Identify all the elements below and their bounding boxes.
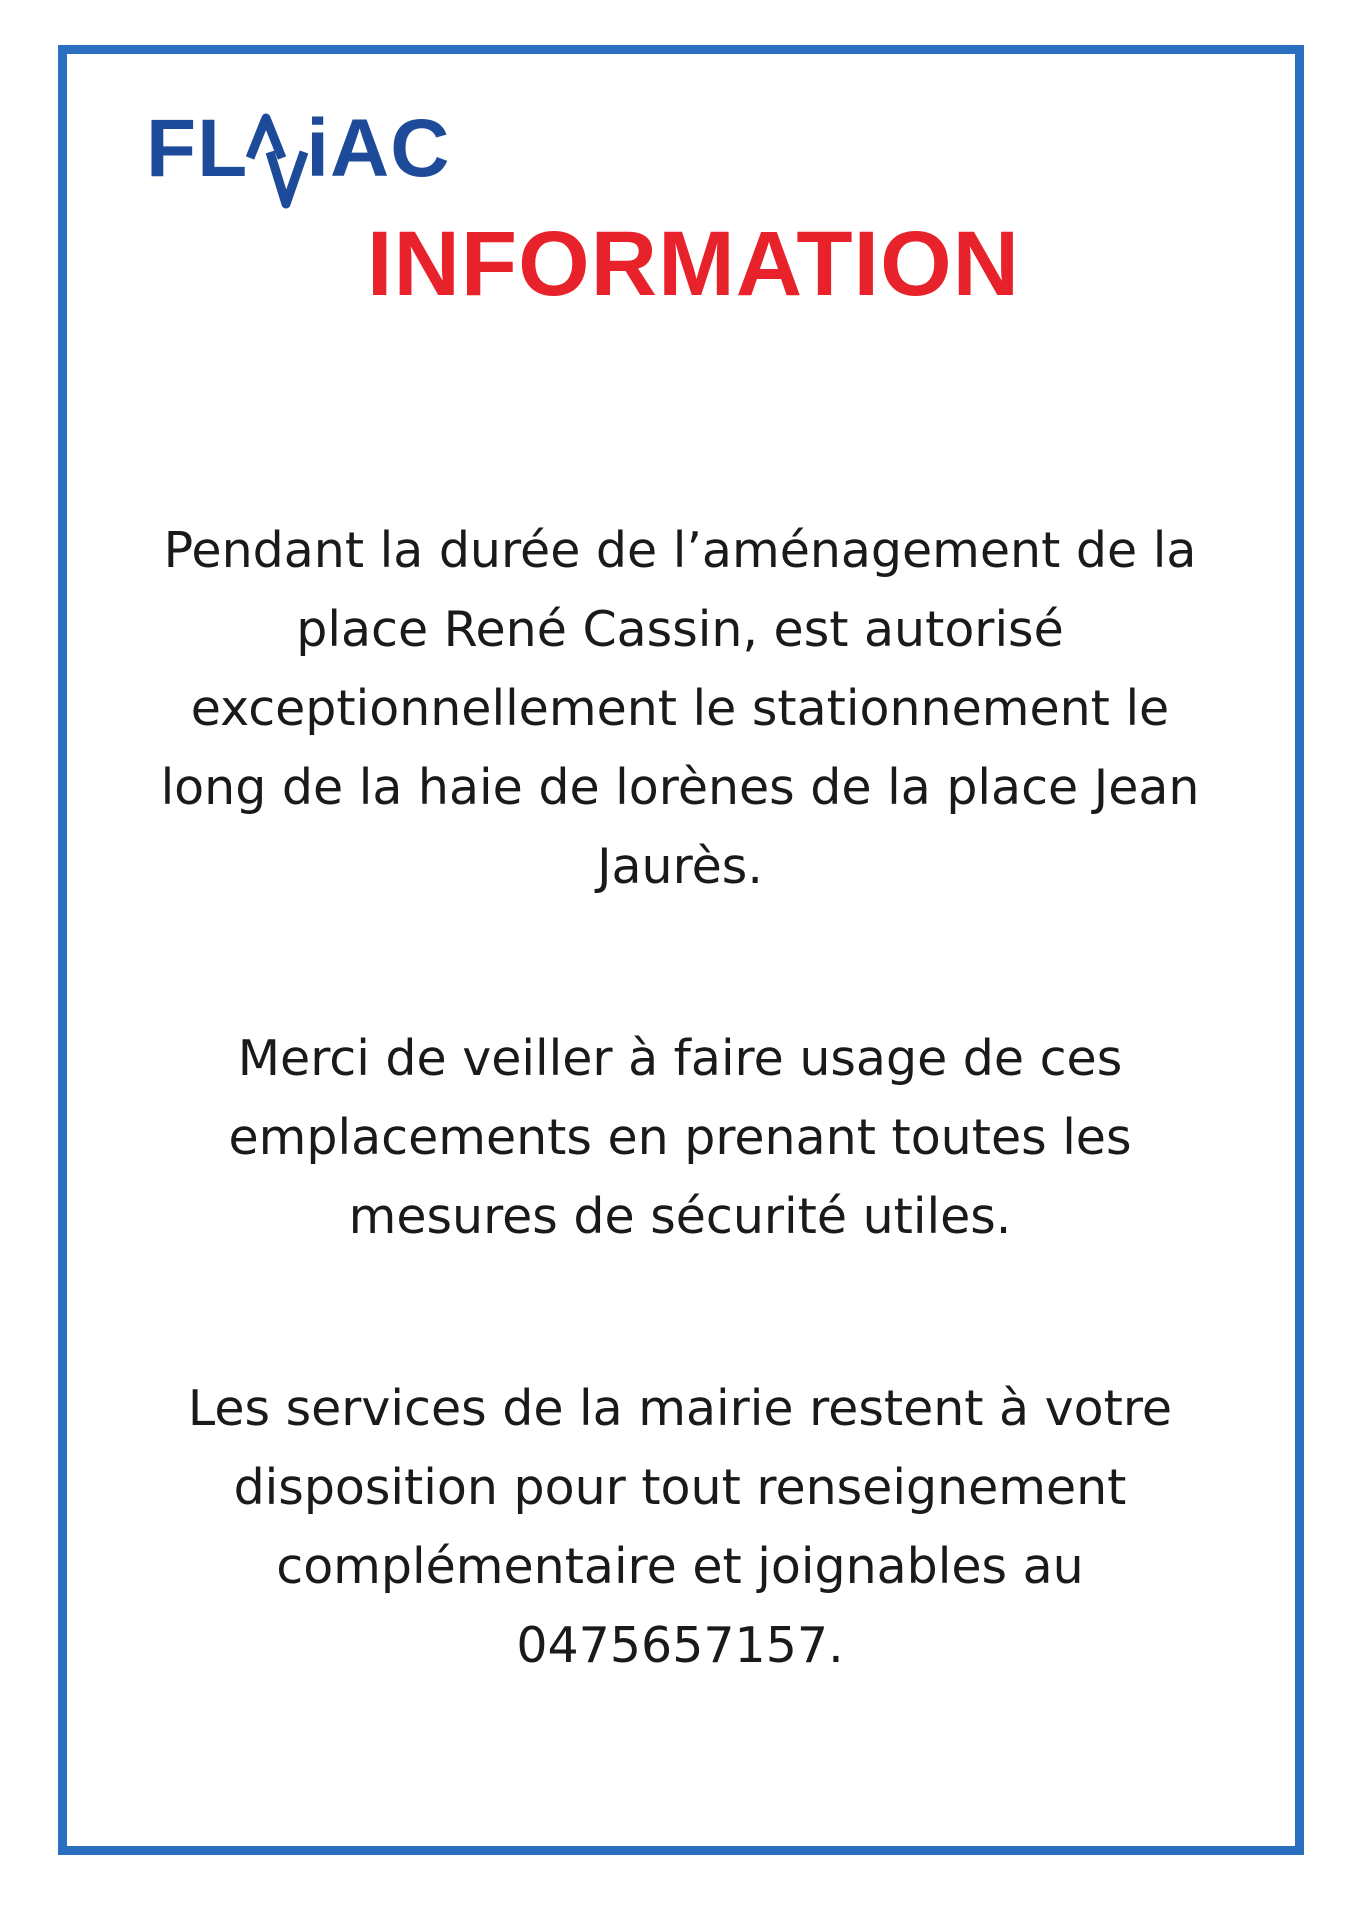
paragraph-parking-notice	[150, 511, 1210, 906]
paragraph-line: mesures de sécurité utiles.	[348, 1188, 1012, 1245]
paragraph-line: Les services de la mairie restent à votre	[187, 1380, 1173, 1437]
page-title: INFORMATION	[366, 213, 1021, 315]
paragraph-contact-notice	[150, 1369, 1210, 1685]
paragraph-line: Pendant la durée de l’aménagement de la	[163, 522, 1197, 579]
phone-number: 0475657157.	[516, 1617, 844, 1674]
paragraph-line: disposition pour tout renseignement	[233, 1459, 1127, 1516]
paragraph-line: long de la haie de lorènes de la place Jean	[160, 759, 1200, 816]
paragraph-safety-notice	[150, 1019, 1210, 1256]
logo-text-fl: FL	[146, 103, 249, 194]
paragraph-line: Merci de veiller à faire usage de ces	[237, 1030, 1123, 1087]
paragraph-line: complémentaire et joignables au	[276, 1538, 1084, 1595]
flaviac-logo	[146, 100, 450, 210]
paragraph-line: place René Cassin, est autorisé	[296, 601, 1064, 658]
paragraph-line: Jaurès.	[597, 838, 763, 895]
paragraph-line: exceptionnellement le stationnement le	[190, 680, 1170, 737]
logo-av-mark	[246, 100, 308, 210]
logo-text-iac: iAC	[306, 103, 451, 194]
paragraph-line: emplacements en prenant toutes les	[228, 1109, 1132, 1166]
logo-av-icon	[246, 100, 308, 210]
